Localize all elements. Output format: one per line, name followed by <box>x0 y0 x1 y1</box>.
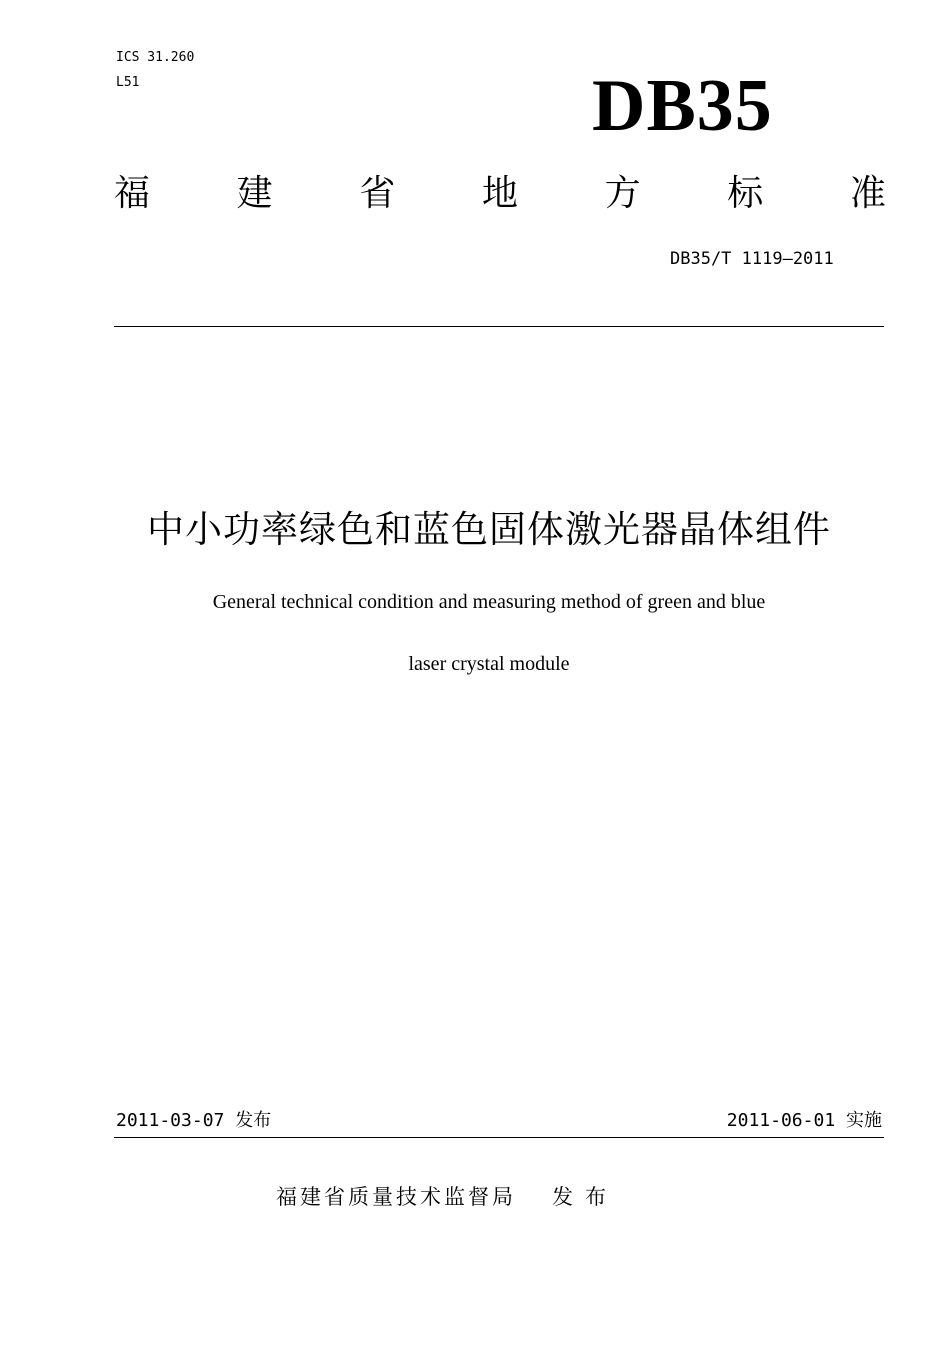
standard-type-heading <box>114 172 886 216</box>
standard-number: DB35/T 1119—2011 <box>670 249 834 269</box>
standard-type-char: 地 <box>481 173 518 214</box>
publisher-line <box>276 1182 736 1212</box>
document-title-en-line1: General technical condition and measuring method of green and blue <box>212 591 766 613</box>
standard-type-char: 建 <box>236 173 273 214</box>
publisher-action: 发布 <box>552 1185 618 1209</box>
document-title-zh: 中小功率绿色和蓝色固体激光器晶体组件 <box>147 508 831 551</box>
ics-code: ICS 31.260 <box>116 50 195 65</box>
standard-type-char: 准 <box>849 173 886 214</box>
effective-date: 2011-06-01 实施 <box>726 1110 882 1131</box>
standard-logo: DB35 <box>592 65 773 147</box>
document-title-en-line2: laser crystal module <box>408 653 570 675</box>
header-divider <box>114 326 884 327</box>
standard-type-char: 福 <box>114 173 151 214</box>
standard-type-char: 方 <box>604 173 641 214</box>
issue-date: 2011-03-07 发布 <box>116 1110 272 1131</box>
standard-type-char: 标 <box>727 173 764 214</box>
footer-divider <box>114 1137 884 1138</box>
standard-type-char: 省 <box>359 173 396 214</box>
ccs-code: L51 <box>116 75 140 90</box>
publisher-name: 福建省质量技术监督局 <box>276 1185 516 1209</box>
